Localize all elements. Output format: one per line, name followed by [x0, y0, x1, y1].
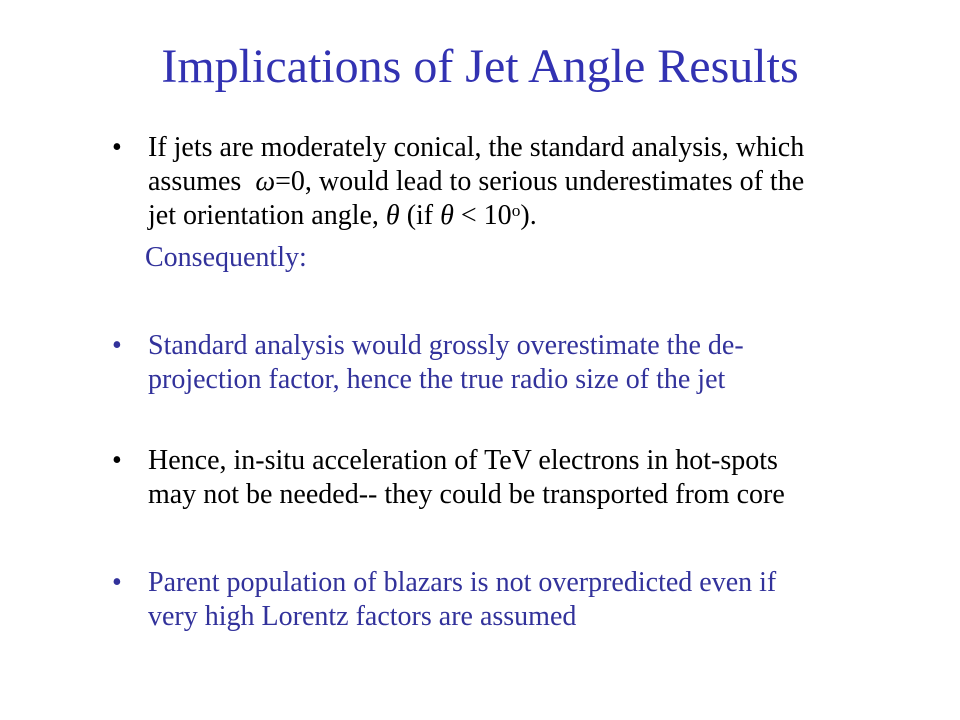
bullet-2-text	[148, 329, 930, 397]
bullet-1-line-1: If jets are moderately conical, the standard analysis, which	[148, 132, 805, 163]
omega-symbol: ω	[255, 166, 276, 197]
bullet-1	[112, 131, 930, 236]
bullet-1-line-2-post: =0, would lead to serious underestimates of the	[275, 166, 805, 197]
bullet-4-line-2: very high Lorentz factors are assumed	[148, 601, 577, 632]
bullet-3	[112, 444, 930, 512]
bullet-marker: •	[112, 132, 122, 163]
consequently-note: Consequently:	[145, 242, 307, 273]
bullet-4-text	[148, 566, 930, 634]
theta-symbol: θ	[440, 200, 454, 231]
slide-title: Implications of Jet Angle Results	[161, 40, 799, 93]
bullet-marker: •	[112, 445, 122, 476]
bullet-1-line-3-end: ).	[520, 200, 537, 231]
bullet-1-text	[148, 131, 930, 236]
bullet-1-line-3	[148, 199, 930, 236]
bullet-3-line-2: may not be needed-- they could be transported from core	[148, 479, 785, 510]
bullet-2-line-1: Standard analysis would grossly overestimate the de-	[148, 330, 744, 361]
bullet-marker: •	[112, 330, 122, 361]
bullet-marker: •	[112, 567, 122, 598]
degree-superscript: o	[511, 201, 521, 221]
bullet-4	[112, 566, 930, 634]
bullet-1-line-3-mid: (if	[399, 200, 441, 231]
theta-symbol: θ	[385, 200, 400, 231]
bullet-3-line-1: Hence, in-situ acceleration of TeV electrons in hot-spots	[148, 445, 778, 476]
bullet-1-line-2	[148, 165, 930, 199]
bullet-3-text	[148, 444, 930, 512]
bullet-1-line-3-pre: jet orientation angle,	[148, 200, 386, 231]
bullet-1-line-3-lt: < 10	[453, 200, 512, 231]
bullet-1-line-2-pre: assumes	[148, 166, 256, 197]
bullet-2-line-2: projection factor, hence the true radio size of the jet	[148, 364, 726, 395]
bullet-2	[112, 329, 930, 397]
bullet-4-line-1: Parent population of blazars is not overpredicted even if	[148, 567, 777, 598]
